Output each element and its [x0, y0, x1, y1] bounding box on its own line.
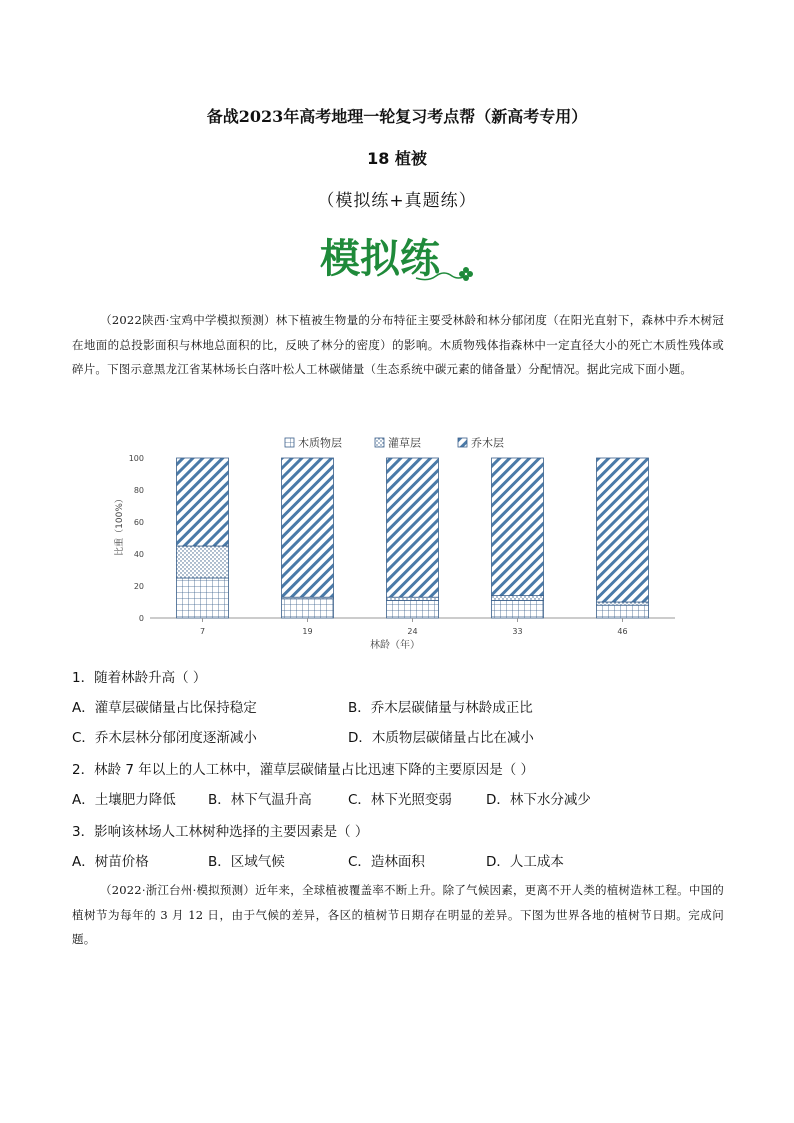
q3-option-c[interactable]: C．造林面积 — [348, 854, 425, 870]
q3-option-a[interactable]: A．树苗价格 — [72, 854, 149, 870]
bar-segment — [387, 597, 439, 600]
q2-option-d[interactable]: D．林下水分减少 — [486, 792, 591, 808]
legend-swatch — [375, 438, 384, 447]
x-axis-label: 林龄（年） — [370, 640, 420, 651]
q3-option-b[interactable]: B．区域气候 — [208, 854, 285, 870]
passage-1-text: （2022陕西·宝鸡中学模拟预测）林下植被生物量的分布特征主要受林龄和林分郁闭度（在阳光直射下，森林中乔木树冠在地面的总投影面积与林地总面积的比，反映了林分的密度）的影响。木质物残体指森林中一定直径大小的死亡木质性残体或碎片。下图示意黑龙江省某林场长白落叶松人工林碳储量（生态系统中碳元素的储备量）分配情况。据此完成下面小题。 — [72, 313, 724, 377]
legend-label: 木质物层 — [298, 436, 342, 450]
practice-badge — [316, 232, 476, 288]
bar-segment — [597, 458, 649, 602]
passage-1 — [72, 308, 724, 382]
bar-segment — [282, 458, 334, 597]
question-2: 2．林龄 7 年以上的人工林中，灌草层碳储量占比迅速下降的主要原因是（ ） — [72, 762, 535, 778]
y-axis-label: 比重（100%） — [115, 494, 125, 556]
passage-2 — [72, 878, 724, 952]
x-tick-label: 24 — [407, 627, 418, 636]
bar-segment — [492, 600, 544, 618]
badge-text: 模拟练 — [320, 236, 440, 282]
bar-segment — [177, 578, 229, 618]
x-tick-label: 19 — [302, 627, 313, 636]
clover-icon — [459, 267, 473, 281]
bar-segment — [597, 605, 649, 618]
bar-segment — [282, 599, 334, 618]
q2-option-b[interactable]: B．林下气温升高 — [208, 792, 312, 808]
bar-segment — [387, 458, 439, 597]
q1-option-c[interactable]: C．乔木层林分郁闭度逐渐减小 — [72, 730, 257, 746]
chart-legend — [285, 436, 504, 450]
bar-segment — [177, 458, 229, 546]
bars — [177, 458, 649, 618]
question-1: 1．随着林龄升高（ ） — [72, 670, 207, 686]
passage-2-text: （2022·浙江台州·模拟预测）近年来，全球植被覆盖率不断上升。除了气候因素，更离不开人类的植树造林工程。中国的植树节为每年的 3 月 12 日，由于气候的差异，各区的植树节日期存在明显的差异。下图为世界各地的植树节日期。完成问题。 — [72, 883, 724, 947]
question-3: 3．影响该林场人工林树种选择的主要因素是（ ） — [72, 824, 369, 840]
x-tick-label: 7 — [199, 627, 206, 636]
y-tick-label: 40 — [133, 550, 144, 559]
x-tick-label: 33 — [512, 627, 523, 636]
legend-swatch — [458, 438, 467, 447]
carbon-storage-chart — [110, 430, 680, 655]
q2-option-a[interactable]: A．土壤肥力降低 — [72, 792, 176, 808]
bar-segment — [177, 546, 229, 578]
y-tick-label: 80 — [133, 486, 144, 495]
bar-segment — [387, 600, 439, 618]
subtitle: （模拟练+真题练） — [317, 191, 477, 211]
legend-swatch — [285, 438, 294, 447]
y-tick-label: 100 — [128, 454, 144, 463]
bar-segment — [492, 458, 544, 596]
y-tick-label: 60 — [133, 518, 144, 527]
q3-option-d[interactable]: D．人工成本 — [486, 854, 564, 870]
y-tick-label: 0 — [138, 614, 144, 623]
q1-option-b[interactable]: B．乔木层碳储量与林龄成正比 — [348, 700, 533, 716]
x-axis — [200, 618, 628, 636]
bar-segment — [597, 602, 649, 605]
legend-label: 灌草层 — [388, 436, 421, 450]
q1-option-d[interactable]: D．木质物层碳储量占比在减小 — [348, 730, 534, 746]
bar-segment — [492, 596, 544, 601]
q1-option-a[interactable]: A．灌草层碳储量占比保持稳定 — [72, 700, 257, 716]
q2-option-c[interactable]: C．林下光照变弱 — [348, 792, 452, 808]
topic-heading: 18 植被 — [367, 149, 427, 168]
y-tick-label: 20 — [133, 582, 144, 591]
document-title: 备战2023年高考地理一轮复习考点帮（新高考专用） — [206, 107, 588, 126]
legend-label: 乔木层 — [471, 436, 504, 450]
x-tick-label: 46 — [617, 627, 628, 636]
